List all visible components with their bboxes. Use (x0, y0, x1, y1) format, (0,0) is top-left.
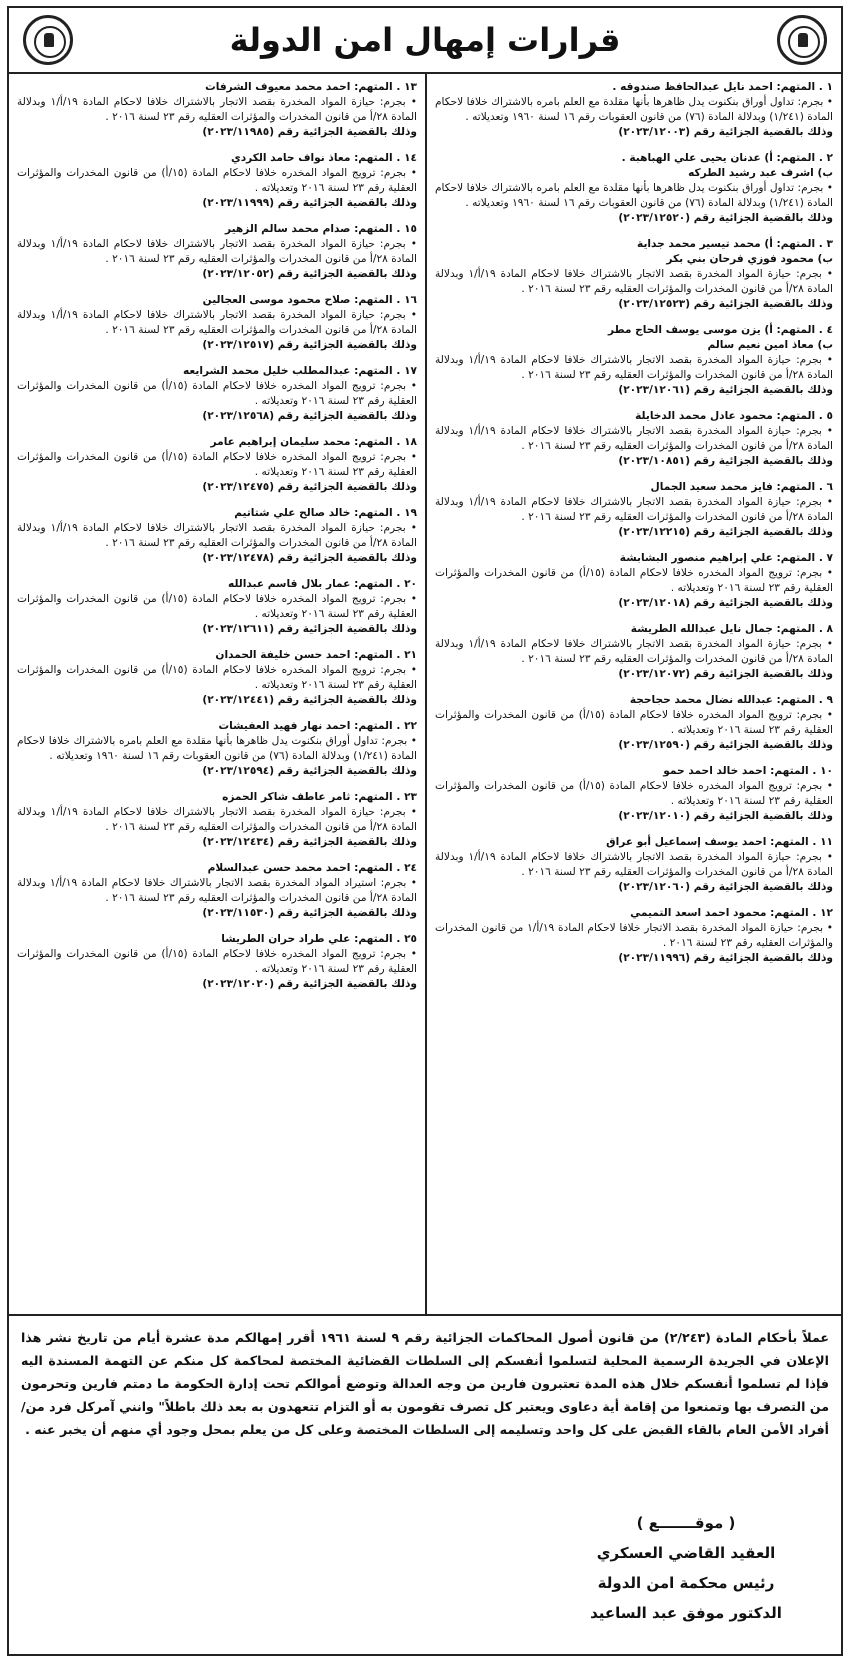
notice-header (9, 8, 841, 74)
case-number: وذلك بالقضية الجزائية رقم (٢٠٢٣/١٢٠٧٢) (618, 668, 833, 680)
charge-text: • بجرم: استيراد المواد المخدرة بقصد الاتجار بالاشتراك خلافا لاحكام المادة ١٩/أ/١ وبدلالة المادة ٢٨/أ من قانون المخدرات والمؤثرات العقليه رقم ٢٣ لسنة ٢٠١٦ . (17, 877, 417, 904)
decision-entry (435, 237, 833, 312)
charge-text: • بجرم: حيازة المواد المخدرة بقصد الاتجار بالاشتراك خلافا لاحكام المادة ١٩/أ/١ وبدلالة المادة ٢٨/أ من قانون المخدرات والمؤثرات العقليه رقم ٢٣ لسنة ٢٠١٦ . (435, 268, 833, 295)
charge-text: • بجرم: تداول أوراق بنكنوت يدل ظاهرها بأنها مقلدة مع العلم بامره بالاشتراك خلافا لاحكام المادة (١/٢٤١) وبدلالة المادة (٧٦) من قانون العقوبات رقم ١٦ لسنة ١٩٦٠ وتعديلاته . (435, 182, 833, 209)
decision-entry (17, 790, 417, 850)
defendant-name-secondary: ب) معاذ امين نعيم سالم (707, 339, 833, 351)
signature-block (561, 1508, 811, 1628)
defendant-name: ١٣ . المتهم: احمد محمد معيوف الشرفات (205, 81, 417, 93)
defendant-name: ٣ . المتهم: أ) محمد تيسير محمد جداية (637, 238, 833, 250)
defendant-name-secondary: ب) اشرف عبد رشيد الطركه (688, 167, 833, 179)
charge-text: • بجرم: حيازة المواد المخدرة بقصد الاتجار بالاشتراك خلافا لاحكام المادة ١٩/أ/١ وبدلالة المادة ٢٨/أ من قانون المخدرات والمؤثرات العقليه رقم ٢٣ لسنة ٢٠١٦ . (435, 425, 833, 452)
case-number: وذلك بالقضية الجزائية رقم (٢٠٢٣/١٢٤٧٨) (202, 552, 417, 564)
defendant-name: ١٨ . المتهم: محمد سليمان إبراهيم عامر (210, 436, 417, 448)
defendant-name: ١٦ . المتهم: صلاح محمود موسى العجالين (202, 294, 417, 306)
signature-name: الدكتور موفق عبد الساعيد (590, 1604, 782, 1622)
signature-rank: العقيد القاضي العسكري (596, 1544, 776, 1562)
defendant-name: ١١ . المتهم: احمد يوسف إسماعيل أبو عراق (606, 836, 833, 848)
defendant-name: ١٤ . المتهم: معاذ نواف حامد الكردي (231, 152, 417, 164)
decision-entry (17, 648, 417, 708)
decision-entry (17, 151, 417, 211)
case-number: وذلك بالقضية الجزائية رقم (٢٠٢٣/١٢٥٩٠) (618, 739, 833, 751)
charge-text: • بجرم: ترويج المواد المخدره خلافا لاحكام المادة (١٥/أ) من قانون المخدرات والمؤثرات العقلية رقم ٢٣ لسنة ٢٠١٦ وتعديلاته . (17, 167, 418, 194)
charge-text: • بجرم: حيازة المواد المخدرة بقصد الاتجار بالاشتراك خلافا لاحكام المادة ١٩/أ/١ وبدلالة المادة ٢٨/أ من قانون المخدرات والمؤثرات العقليه رقم ٢٣ لسنة ٢٠١٦ . (435, 851, 833, 878)
decision-entry (435, 80, 833, 140)
decision-entry (435, 764, 833, 824)
decision-entry (435, 551, 833, 611)
defendant-name: ٦ . المتهم: فايز محمد سعيد الجمال (650, 481, 833, 493)
defendant-name-secondary: ب) محمود فوزي فرحان بني بكر (666, 253, 833, 265)
decisions-column-left (9, 74, 425, 1314)
case-number: وذلك بالقضية الجزائية رقم (٢٠٢٣/١٢٦١١) (202, 623, 417, 635)
case-number: وذلك بالقضية الجزائية رقم (٢٠٢٣/١٢٥٩٤) (202, 765, 417, 777)
charge-text: • بجرم: ترويج المواد المخدره خلافا لاحكام المادة (١٥/أ) من قانون المخدرات والمؤثرات العقلية رقم ٢٣ لسنة ٢٠١٦ وتعديلاته . (435, 567, 834, 594)
case-number: وذلك بالقضية الجزائية رقم (٢٠٢٣/١٢٤٤١) (202, 694, 417, 706)
charge-text: • بجرم: ترويج المواد المخدره خلافا لاحكام المادة (١٥/أ) من قانون المخدرات والمؤثرات العقلية رقم ٢٣ لسنة ٢٠١٦ وتعديلاته . (17, 451, 418, 478)
case-number: وذلك بالقضية الجزائية رقم (٢٠٢٣/١٢٠١٠) (618, 810, 833, 822)
charge-text: • بجرم: تداول أوراق بنكنوت يدل ظاهرها بأنها مقلدة مع العلم بامره بالاشتراك خلافا لاحكام المادة (١/٢٤١) وبدلالة المادة (٧٦) من قانون العقوبات رقم ١٦ لسنة ١٩٦٠ وتعديلاته . (17, 735, 417, 762)
notice-body-text: عملاً بأحكام المادة (٢/٢٤٣) من قانون أصول المحاكمات الجزائية رقم ٩ لسنة ١٩٦١ أقرر إمهالكم مدة عشرة أيام من تاريخ نشر هذا الإعلان في الجريدة الرسمية المحلية لتسلموا أنفسكم إلى السلطات القضائية المختصة لمحاكمة كل منكم عن التهمة المسندة اليه فإذا لم تسلموا أنفسكم خلال هذه المدة تعتبرون فارين من وجه العدالة وتوضع أموالكم تحت إدارة الحكومة ما دمتم فارين وتحرمون من التصرف بها وتمنعوا من إقامة أية دعاوى ويعتبر كل تصرف تقومون به أو التزام تتعهدون به بعد ذلك باطلاً" وانني آمركل فرد من/ أفراد الأمن العام بالقاء القبض على كل واحد وتسليمه إلى السلطات المختصة وعلى كل من يعلم بمحل وجود أي منهم أن يخبر عنه . (21, 1330, 829, 1437)
case-number: وذلك بالقضية الجزائية رقم (٢٠٢٣/١٢٤٣٤) (202, 836, 417, 848)
charge-text: • بجرم: حيازة المواد المخدرة بقصد الاتجار بالاشتراك خلافا لاحكام المادة ١٩/أ/١ وبدلالة المادة ٢٨/أ من قانون المخدرات والمؤثرات العقليه رقم ٢٣ لسنة ٢٠١٦ . (17, 309, 417, 336)
decision-entry (17, 364, 417, 424)
case-number: وذلك بالقضية الجزائية رقم (٢٠٢٣/١٢٠٦٠) (618, 881, 833, 893)
charge-text: • بجرم: ترويج المواد المخدره خلافا لاحكام المادة (١٥/أ) من قانون المخدرات والمؤثرات العقلية رقم ٢٣ لسنة ٢٠١٦ وتعديلاته . (435, 780, 834, 807)
charge-text: • بجرم: حيازة المواد المخدرة بقصد الاتجار بالاشتراك خلافا لاحكام المادة ١٩/أ/١ وبدلالة المادة ٢٨/أ من قانون المخدرات والمؤثرات العقليه رقم ٢٣ لسنة ٢٠١٦ . (17, 806, 417, 833)
defendant-name: ١٢ . المتهم: محمود احمد اسعد التميمي (630, 907, 833, 919)
charge-text: • بجرم: ترويج المواد المخدره خلافا لاحكام المادة (١٥/أ) من قانون المخدرات والمؤثرات العقلية رقم ٢٣ لسنة ٢٠١٦ وتعديلاته . (17, 664, 418, 691)
decision-entry (435, 906, 833, 966)
decision-entry (435, 480, 833, 540)
charge-text: • بجرم: حيازة المواد المخدرة بقصد الاتجار بالاشتراك خلافا لاحكام المادة ١٩/أ/١ وبدلالة المادة ٢٨/أ من قانون المخدرات والمؤثرات العقليه رقم ٢٣ لسنة ٢٠١٦ . (435, 496, 833, 523)
decision-entry (435, 409, 833, 469)
decision-entry (435, 835, 833, 895)
case-number: وذلك بالقضية الجزائية رقم (٢٠٢٣/١٢٠٥٢) (202, 268, 417, 280)
case-number: وذلك بالقضية الجزائية رقم (٢٠٢٣/١٢٠٦١) (618, 384, 833, 396)
decision-entry (17, 932, 417, 992)
decisions-column-right (425, 74, 841, 1314)
defendant-name: ٩ . المتهم: عبدالله نضال محمد حجاحجة (629, 694, 833, 706)
charge-text: • بجرم: ترويج المواد المخدره خلافا لاحكام المادة (١٥/أ) من قانون المخدرات والمؤثرات العقلية رقم ٢٣ لسنة ٢٠١٦ وتعديلاته . (17, 948, 418, 975)
decision-entry (17, 293, 417, 353)
notice-title: قرارات إمهال امن الدولة (229, 21, 621, 59)
defendant-name: ٢١ . المتهم: احمد حسن خليفة الحمدان (215, 649, 417, 661)
defendant-name: ١٥ . المتهم: صدام محمد سالم الزهير (225, 223, 417, 235)
decisions-columns (9, 74, 841, 1316)
charge-text: • بجرم: ترويج المواد المخدره خلافا لاحكام المادة (١٥/أ) من قانون المخدرات والمؤثرات العقلية رقم ٢٣ لسنة ٢٠١٦ وتعديلاته . (17, 593, 418, 620)
case-number: وذلك بالقضية الجزائية رقم (٢٠٢٣/١٢٠٢٠) (202, 978, 417, 990)
case-number: وذلك بالقضية الجزائية رقم (٢٠٢٣/١٠٨٥١) (618, 455, 833, 467)
decision-entry (17, 719, 417, 779)
signature-label: ( موقـــــــع ) (636, 1514, 736, 1532)
defendant-name: ١٠ . المتهم: احمد خالد احمد حمو (663, 765, 833, 777)
decision-entry (435, 323, 833, 398)
case-number: وذلك بالقضية الجزائية رقم (٢٠٢٣/١٢٠٠٣) (618, 126, 833, 138)
defendant-name: ٢٥ . المتهم: علي طراد حران الطريشا (221, 933, 417, 945)
decision-entry (435, 622, 833, 682)
decision-entry (17, 80, 417, 140)
defendant-name: ٥ . المتهم: محمود عادل محمد الدخايلة (635, 410, 833, 422)
defendant-name: ٢٣ . المتهم: ثامر عاطف شاكر الحمزه (222, 791, 417, 803)
defendant-name: ٨ . المتهم: جمال نايل عبدالله الطريشة (630, 623, 833, 635)
case-number: وذلك بالقضية الجزائية رقم (٢٠٢٣/١١٩٨٥) (202, 126, 417, 138)
defendant-name: ٢٠ . المتهم: عمار بلال قاسم عبدالله (228, 578, 417, 590)
charge-text: • بجرم: تداول أوراق بنكنوت يدل ظاهرها بأنها مقلدة مع العلم بامره بالاشتراك خلافا لاحكام المادة (١/٢٤١) وبدلالة المادة (٧٦) من قانون العقوبات رقم ١٦ لسنة ١٩٦٠ وتعديلاته . (435, 96, 833, 123)
emblem-icon (23, 15, 73, 65)
case-number: وذلك بالقضية الجزائية رقم (٢٠٢٣/١٢٥٢٠) (618, 212, 833, 224)
case-number: وذلك بالقضية الجزائية رقم (٢٠٢٣/١٢٤٧٥) (202, 481, 417, 493)
decision-entry (17, 861, 417, 921)
case-number: وذلك بالقضية الجزائية رقم (٢٠٢٣/١١٩٩٦) (618, 952, 833, 964)
charge-text: • بجرم: حيازة المواد المخدرة بقصد الاتجار بالاشتراك خلافا لاحكام المادة ١٩/أ/١ وبدلالة المادة ٢٨/أ من قانون المخدرات والمؤثرات العقليه رقم ٢٣ لسنة ٢٠١٦ . (17, 238, 417, 265)
charge-text: • بجرم: حيازة المواد المخدرة بقصد الاتجار بالاشتراك خلافا لاحكام المادة ١٩/أ/١ وبدلالة المادة ٢٨/أ من قانون المخدرات والمؤثرات العقليه رقم ٢٣ لسنة ٢٠١٦ . (435, 638, 833, 665)
defendant-name: ١ . المتهم: احمد نايل عبدالحافظ صندوقه . (612, 81, 833, 93)
case-number: وذلك بالقضية الجزائية رقم (٢٠٢٣/١٢٥٦٨) (202, 410, 417, 422)
charge-text: • بجرم: حيازة المواد المخدرة بقصد الاتجار خلافا لاحكام المادة ١٩/أ/١ من قانون المخدرات والمؤثرات العقليه رقم ٢٣ لسنة ٢٠١٦ . (435, 922, 834, 949)
charge-text: • بجرم: ترويج المواد المخدره خلافا لاحكام المادة (١٥/أ) من قانون المخدرات والمؤثرات العقلية رقم ٢٣ لسنة ٢٠١٦ وتعديلاته . (17, 380, 418, 407)
decision-entry (435, 693, 833, 753)
charge-text: • بجرم: حيازة المواد المخدرة بقصد الاتجار بالاشتراك خلافا لاحكام المادة ١٩/أ/١ وبدلالة المادة ٢٨/أ من قانون المخدرات والمؤثرات العقليه رقم ٢٣ لسنة ٢٠١٦ . (17, 96, 417, 123)
signature-position: رئيس محكمة امن الدولة (597, 1574, 775, 1592)
defendant-name: ٧ . المتهم: علي إبراهيم منصور البشابشة (619, 552, 833, 564)
defendant-name: ٢٢ . المتهم: احمد نهار فهيد العفيشات (218, 720, 417, 732)
case-number: وذلك بالقضية الجزائية رقم (٢٠٢٣/١٢٠١٨) (618, 597, 833, 609)
case-number: وذلك بالقضية الجزائية رقم (٢٠٢٣/١١٩٩٩) (202, 197, 417, 209)
emblem-icon (777, 15, 827, 65)
charge-text: • بجرم: ترويج المواد المخدره خلافا لاحكام المادة (١٥/أ) من قانون المخدرات والمؤثرات العقلية رقم ٢٣ لسنة ٢٠١٦ وتعديلاته . (435, 709, 834, 736)
case-number: وذلك بالقضية الجزائية رقم (٢٠٢٣/١١٥٣٠) (202, 907, 417, 919)
defendant-name: ١٧ . المتهم: عبدالمطلب خليل محمد الشرايعه (182, 365, 417, 377)
decision-entry (17, 222, 417, 282)
case-number: وذلك بالقضية الجزائية رقم (٢٠٢٣/١٢٥١٧) (202, 339, 417, 351)
charge-text: • بجرم: حيازة المواد المخدرة بقصد الاتجار بالاشتراك خلافا لاحكام المادة ١٩/أ/١ وبدلالة المادة ٢٨/أ من قانون المخدرات والمؤثرات العقليه رقم ٢٣ لسنة ٢٠١٦ . (435, 354, 833, 381)
case-number: وذلك بالقضية الجزائية رقم (٢٠٢٣/١٢٢١٥) (618, 526, 833, 538)
charge-text: • بجرم: حيازة المواد المخدرة بقصد الاتجار بالاشتراك خلافا لاحكام المادة ١٩/أ/١ وبدلالة المادة ٢٨/أ من قانون المخدرات والمؤثرات العقليه رقم ٢٣ لسنة ٢٠١٦ . (17, 522, 417, 549)
decision-entry (17, 506, 417, 566)
defendant-name: ٤ . المتهم: أ) يزن موسى يوسف الحاج مطر (608, 324, 833, 336)
decision-entry (435, 151, 833, 226)
decision-entry (17, 435, 417, 495)
defendant-name: ٢٤ . المتهم: احمد محمد حسن عبدالسلام (207, 862, 417, 874)
notice-page (7, 6, 843, 1656)
decision-entry (17, 577, 417, 637)
defendant-name: ٢ . المتهم: أ) عدنان يحيى علي الهباهبة . (621, 152, 833, 164)
defendant-name: ١٩ . المتهم: خالد صالح علي شتاتيم (234, 507, 417, 519)
case-number: وذلك بالقضية الجزائية رقم (٢٠٢٣/١٢٥٢٣) (618, 298, 833, 310)
